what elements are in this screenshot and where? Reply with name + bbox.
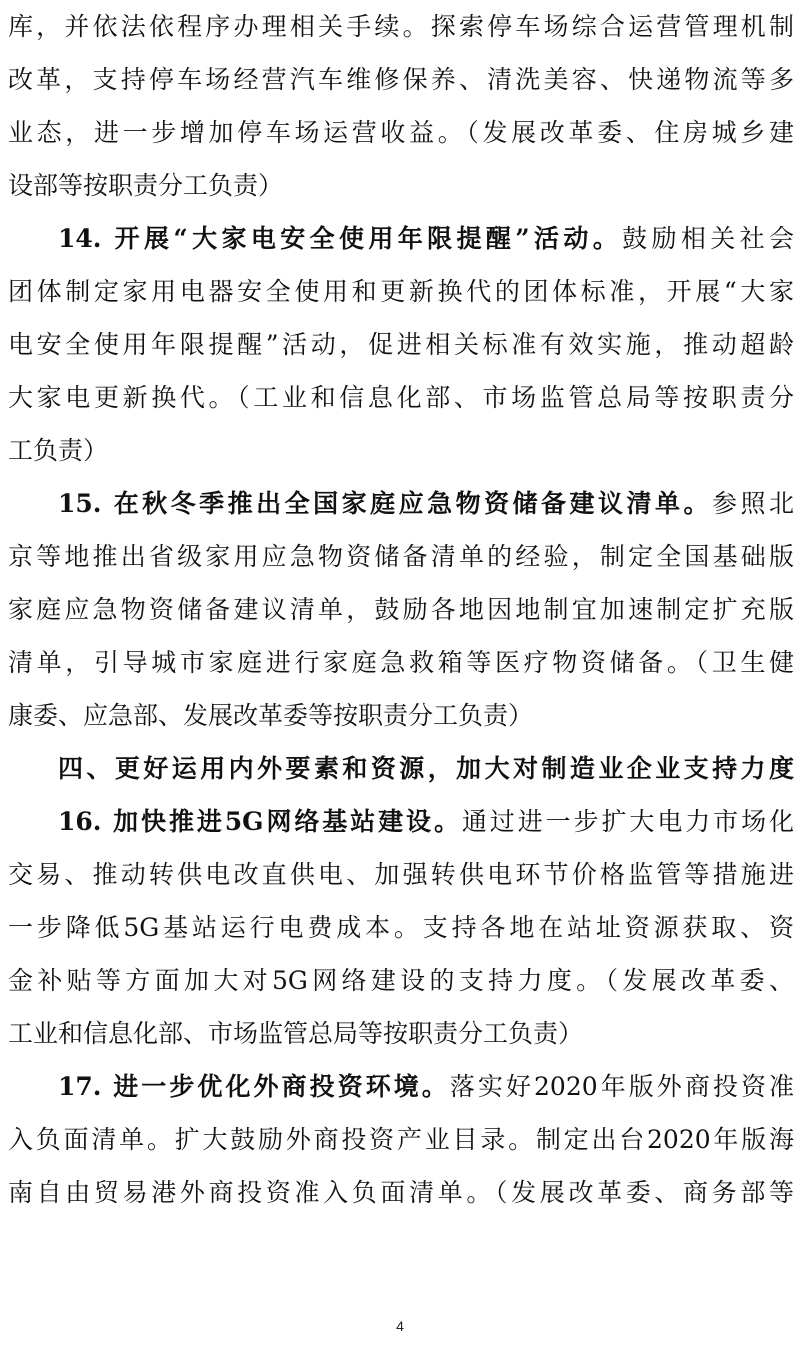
text-line: 大家电更新换代。（工业和信息化部、市场监管总局等按职责分 <box>8 383 794 412</box>
text-line <box>8 1060 794 1113</box>
text-line: 清单，引导城市家庭进行家庭急救箱等医疗物资储备。（卫生健 <box>8 648 794 677</box>
paragraph-14 <box>8 212 794 477</box>
text-line: 电安全使用年限提醒”活动，促进相关标准有效实施，推动超龄 <box>8 330 794 359</box>
text-line: 库，并依法依程序办理相关手续。探索停车场综合运营管理机制 <box>8 12 794 41</box>
text-line <box>8 477 794 530</box>
item-title: 16. 加快推进5G网络基站建设。 <box>58 807 462 836</box>
item-title: 14. 开展“大家电安全使用年限提醒”活动。 <box>58 224 623 253</box>
text-line: 交易、推动转供电改直供电、加强转供电环节价格监管等措施进 <box>8 860 794 889</box>
text-line: 工负责） <box>8 436 109 465</box>
document-body <box>8 0 794 1219</box>
text-line <box>8 212 794 265</box>
text-line: 改革，支持停车场经营汽车维修保养、清洗美容、快递物流等多 <box>8 65 794 94</box>
page-number: 4 <box>396 1318 404 1334</box>
text-line: 设部等按职责分工负责） <box>8 171 284 200</box>
text-line: 金补贴等方面加大对5G网络建设的支持力度。（发展改革委、 <box>8 966 794 995</box>
text-line: 团体制定家用电器安全使用和更新换代的团体标准，开展“大家 <box>8 277 794 306</box>
text-line: 康委、应急部、发展改革委等按职责分工负责） <box>8 701 534 730</box>
text-line: 工业和信息化部、市场监管总局等按职责分工负责） <box>8 1019 584 1048</box>
item-title: 17. 进一步优化外商投资环境。 <box>58 1072 450 1101</box>
item-text: 通过进一步扩大电力市场化 <box>461 807 794 836</box>
text-line: 南自由贸易港外商投资准入负面清单。（发展改革委、商务部等 <box>8 1178 794 1207</box>
paragraph-16 <box>8 795 794 1060</box>
text-line <box>8 795 794 848</box>
text-line: 家庭应急物资储备建议清单，鼓励各地因地制宜加速制定扩充版 <box>8 595 794 624</box>
paragraph-15 <box>8 477 794 742</box>
item-title: 15. 在秋冬季推出全国家庭应急物资储备建议清单。 <box>58 489 712 518</box>
item-text: 落实好2020年版外商投资准 <box>449 1072 795 1101</box>
section-heading: 四、更好运用内外要素和资源，加大对制造业企业支持力度 <box>58 754 794 783</box>
item-text: 参照北 <box>712 489 794 518</box>
text-line: 入负面清单。扩大鼓励外商投资产业目录。制定出台2020年版海 <box>8 1125 794 1154</box>
item-text: 鼓励相关社会 <box>622 224 794 253</box>
paragraph-13-continued <box>8 0 794 212</box>
text-line: 京等地推出省级家用应急物资储备清单的经验，制定全国基础版 <box>8 542 794 571</box>
paragraph-17 <box>8 1060 794 1219</box>
section-heading-4 <box>8 742 794 795</box>
text-line: 业态，进一步增加停车场运营收益。（发展改革委、住房城乡建 <box>8 118 794 147</box>
text-line: 一步降低5G基站运行电费成本。支持各地在站址资源获取、资 <box>8 913 794 942</box>
